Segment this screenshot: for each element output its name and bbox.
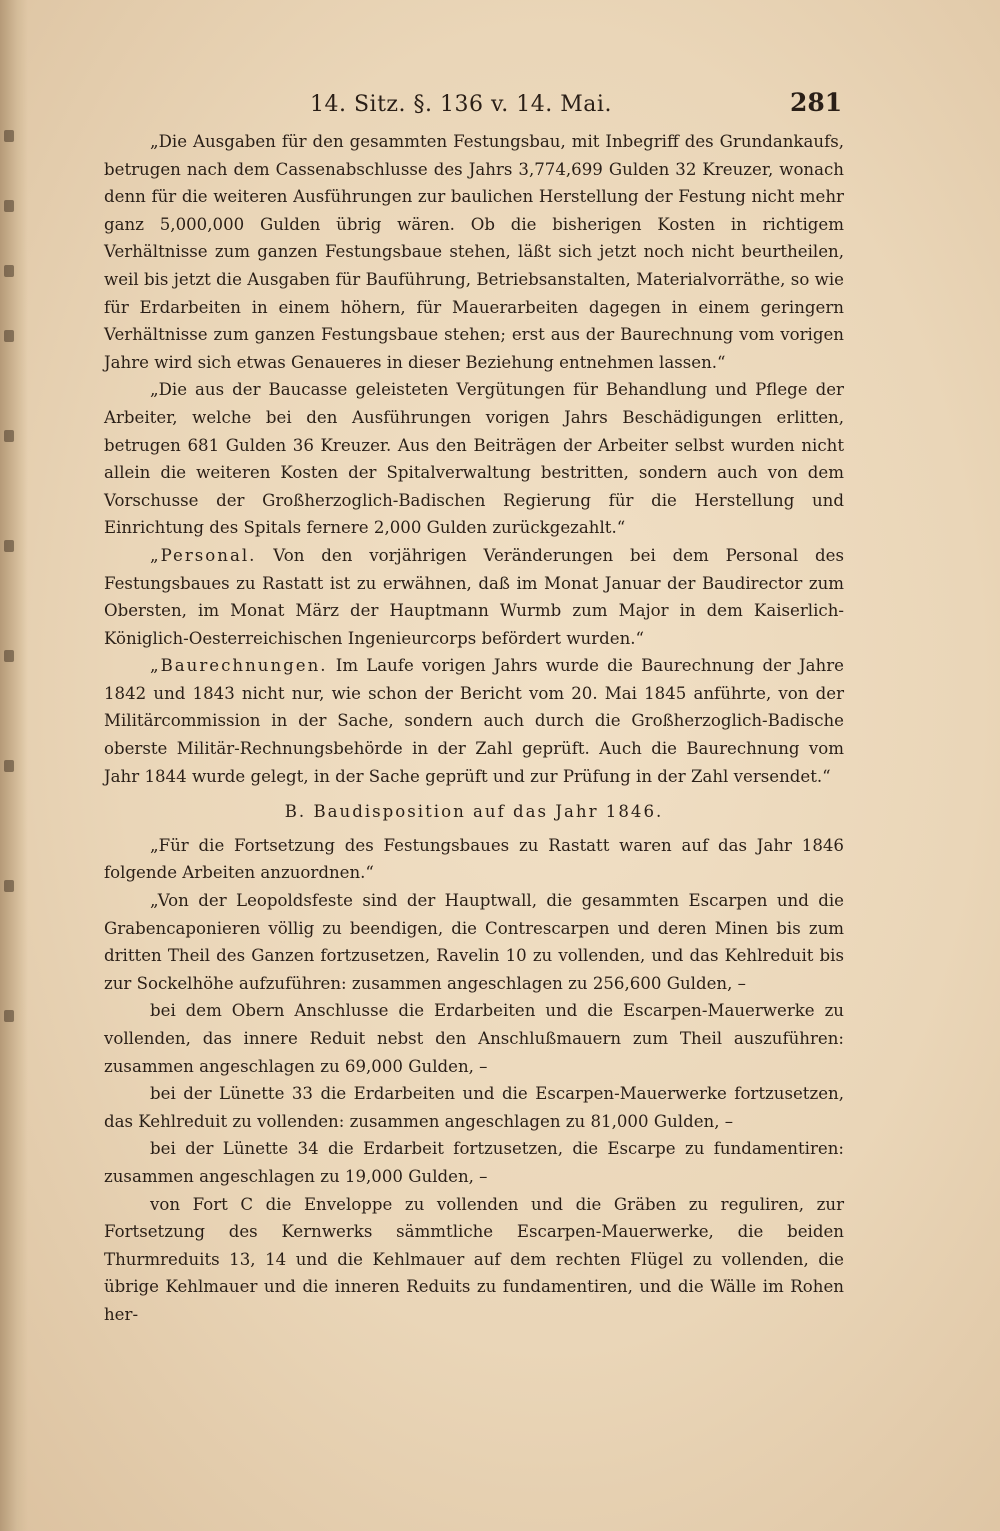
gutter-mark [4, 200, 14, 212]
paragraph-text: Im Laufe vorigen Jahrs wurde die Baurechnung der Jahre 1842 und 1843 nicht nur, wie schon der Bericht vom 20. Mai 1845 anführte, von der Militärcommission in der Sache, sondern auch durch die Großherzoglich-Badische oberste Militär-Rechnungsbehörde in der Zahl geprüft. Auch die Baurechnung vom Jahr 1844 wurde gelegt, in der Sache geprüft und zur Prüfung in der Zahl versendet.“ [104, 656, 845, 786]
gutter-mark [4, 330, 14, 342]
gutter-mark [4, 430, 14, 442]
paragraph [104, 542, 844, 652]
running-head: 14. Sitz. §. 136 v. 14. Mai. [310, 92, 612, 117]
page-number: 281 [790, 88, 843, 117]
gutter-mark [4, 540, 14, 552]
gutter-mark [4, 880, 14, 892]
paragraph-lead-in: „Personal. [150, 545, 257, 565]
list-item: bei dem Obern Anschlusse die Erdarbeiten und die Escarpen-Mauerwerke zu vollenden, das innere Reduit nebst den Anschlußmauern zum Theil auszuführen: zusammen angeschlagen zu 69,000 Gulden, – [104, 1001, 844, 1076]
paragraph-lead-in: „Baurechnungen. [150, 656, 328, 676]
paragraph: „Für die Fortsetzung des Festungsbaues zu Rastatt waren auf das Jahr 1846 folgende Arbeiten anzuordnen.“ [104, 835, 844, 883]
list-item: bei der Lünette 34 die Erdarbeit fortzusetzen, die Escarpe zu fundamentiren: zusammen angeschlagen zu 19,000 Gulden, – [104, 1139, 844, 1186]
paragraph: „Die aus der Baucasse geleisteten Vergütungen für Behandlung und Pflege der Arbeiter, welche bei den Ausführungen vorigen Jahrs Beschädigungen erlitten, betrugen 681 Gulden 36 Kreuzer. Aus den Beiträgen der Arbeiter selbst wurden nicht allein die weiteren Kosten der Spitalverwaltung bestritten, sondern auch von dem Vorschusse der Großherzoglich-Badischen Regierung für die Herstellung und Einrichtung des Spitals fernere 2,000 Gulden zurückgezahlt.“ [104, 380, 844, 538]
body-text [104, 128, 844, 1329]
paragraph-text: Von den vorjährigen Veränderungen bei dem Personal des Festungsbaues zu Rastatt ist zu erwähnen, daß im Monat Januar der Baudirector zum Obersten, im Monat März der Hauptmann Wurmb zum Major in dem Kaiserlich-Königlich-Oesterreichischen Ingenieurcorps befördert wurden.“ [104, 545, 845, 648]
gutter-mark [4, 650, 14, 662]
page-gutter [0, 0, 28, 1531]
section-heading: B. Baudisposition auf das Jahr 1846. [284, 802, 664, 822]
page-header [0, 88, 1000, 124]
paragraph: „Die Ausgaben für den gesammten Festungsbau, mit Inbegriff des Grundankaufs, betrugen nach dem Cassenabschlusse des Jahrs 3,774,699 Gulden 32 Kreuzer, wonach denn für die weiteren Ausführungen zur baulichen Herstellung der Festung nicht mehr ganz 5,000,000 Gulden übrig wären. Ob die bisherigen Kosten in richtigem Verhältnisse zum ganzen Festungsbaue stehen, läßt sich jetzt noch nicht beurtheilen, weil bis jetzt die Ausgaben für Bauführung, Betriebsanstalten, Materialvorräthe, so wie für Erdarbeiten in einem höhern, für Mauerarbeiten dagegen in einem geringern Verhältnisse zum ganzen Festungsbaue stehen; erst aus der Baurechnung vom vorigen Jahre wird sich etwas Genaueres in dieser Beziehung entnehmen lassen.“ [104, 132, 844, 372]
paragraph [104, 652, 844, 790]
paragraph: „Von der Leopoldsfeste sind der Hauptwall, die gesammten Escarpen und die Grabencaponieren völlig zu beendigen, die Contrescarpen und deren Minen bis zum dritten Theil des Ganzen fortzusetzen, Ravelin 10 zu vollenden, und das Kehlreduit bis zur Sockelhöhe aufzuführen: zusammen angeschlagen zu 256,600 Gulden, – [104, 891, 844, 993]
list-item: bei der Lünette 33 die Erdarbeiten und die Escarpen-Mauerwerke fortzusetzen, das Kehlreduit zu vollenden: zusammen angeschlagen zu 81,000 Gulden, – [104, 1084, 844, 1131]
gutter-mark [4, 760, 14, 772]
list-item: von Fort C die Enveloppe zu vollenden und die Gräben zu reguliren, zur Fortsetzung des Kernwerks sämmtliche Escarpen-Mauerwerke, die beiden Thurmreduits 13, 14 und die Kehlmauer auf dem rechten Flügel zu vollenden, die übrige Kehlmauer und die inneren Reduits zu fundamentiren, und die Wälle im Rohen her- [104, 1194, 844, 1324]
gutter-mark [4, 130, 14, 142]
gutter-mark [4, 1010, 14, 1022]
gutter-mark [4, 265, 14, 277]
